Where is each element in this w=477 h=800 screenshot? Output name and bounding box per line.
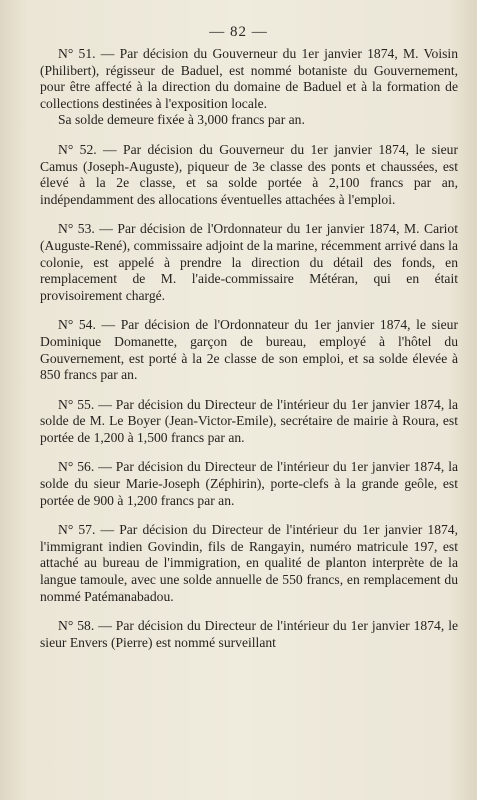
decision-53-paragraph: N° 53. — Par décision de l'Ordonnateur du 1er janvier 1874, M. Cariot (Auguste-René), commissaire adjoint de la marine, récemment arrivé dans la colonie, est appelé à prendre la direction du détail des fonds, en remplacement de M. l'aide-commissaire Météran, qui en était provisoirement chargé. [40, 221, 458, 303]
decision-58-paragraph: N° 58. — Par décision du Directeur de l'intérieur du 1er janvier 1874, le sieur Envers (Pierre) est nommé surveillant [40, 618, 458, 650]
decision-51-salary-paragraph: Sa solde demeure fixée à 3,000 francs par an. [58, 112, 305, 128]
decision-52-paragraph: N° 52. — Par décision du Gouverneur du 1er janvier 1874, le sieur Camus (Joseph-Auguste), piqueur de 3e classe des ponts et chaussées, est élevé à la 2e classe, et sa solde portée à 2,100 francs par an, indépendamment des allocations éventuelles attachées à l'emploi. [40, 141, 458, 207]
decision-57-paragraph: N° 57. — Par décision du Directeur de l'intérieur du 1er janvier 1874, l'immigrant indien Govindin, fils de Rangayin, numéro matricule 197, est attaché au bureau de l'immigration, en qualité de planton interprète de la langue tamoule, avec une solde annuelle de 550 francs, en remplacement du nommé Patémanabadou. [40, 522, 458, 604]
decision-54-paragraph: N° 54. — Par décision de l'Ordonnateur du 1er janvier 1874, le sieur Dominique Domanette, garçon de bureau, employé à l'hôtel du Gouvernement, est porté à la 2e classe de son emploi, et sa solde élevée à 850 francs par an. [40, 317, 458, 383]
decision-51-paragraph: N° 51. — Par décision du Gouverneur du 1er janvier 1874, M. Voisin (Philibert), régisseur de Baduel, est nommé botaniste du Gouvernement, pour être affecté à la direction du domaine de Baduel et à la formation de collections destinées à l'exposition locale. [40, 46, 458, 111]
decision-56-paragraph: N° 56. — Par décision du Directeur de l'intérieur du 1er janvier 1874, la solde du sieur Marie-Joseph (Zéphirin), porte-clefs à la grande geôle, est portée de 900 à 1,200 francs par an. [40, 459, 458, 508]
text-column [40, 46, 458, 664]
page-number: — 82 — [209, 24, 268, 40]
decision-55-paragraph: N° 55. — Par décision du Directeur de l'intérieur du 1er janvier 1874, la solde de M. Le Boyer (Jean-Victor-Emile), secrétaire de mairie à Roura, est portée de 1,200 à 1,500 francs par an. [40, 396, 458, 445]
